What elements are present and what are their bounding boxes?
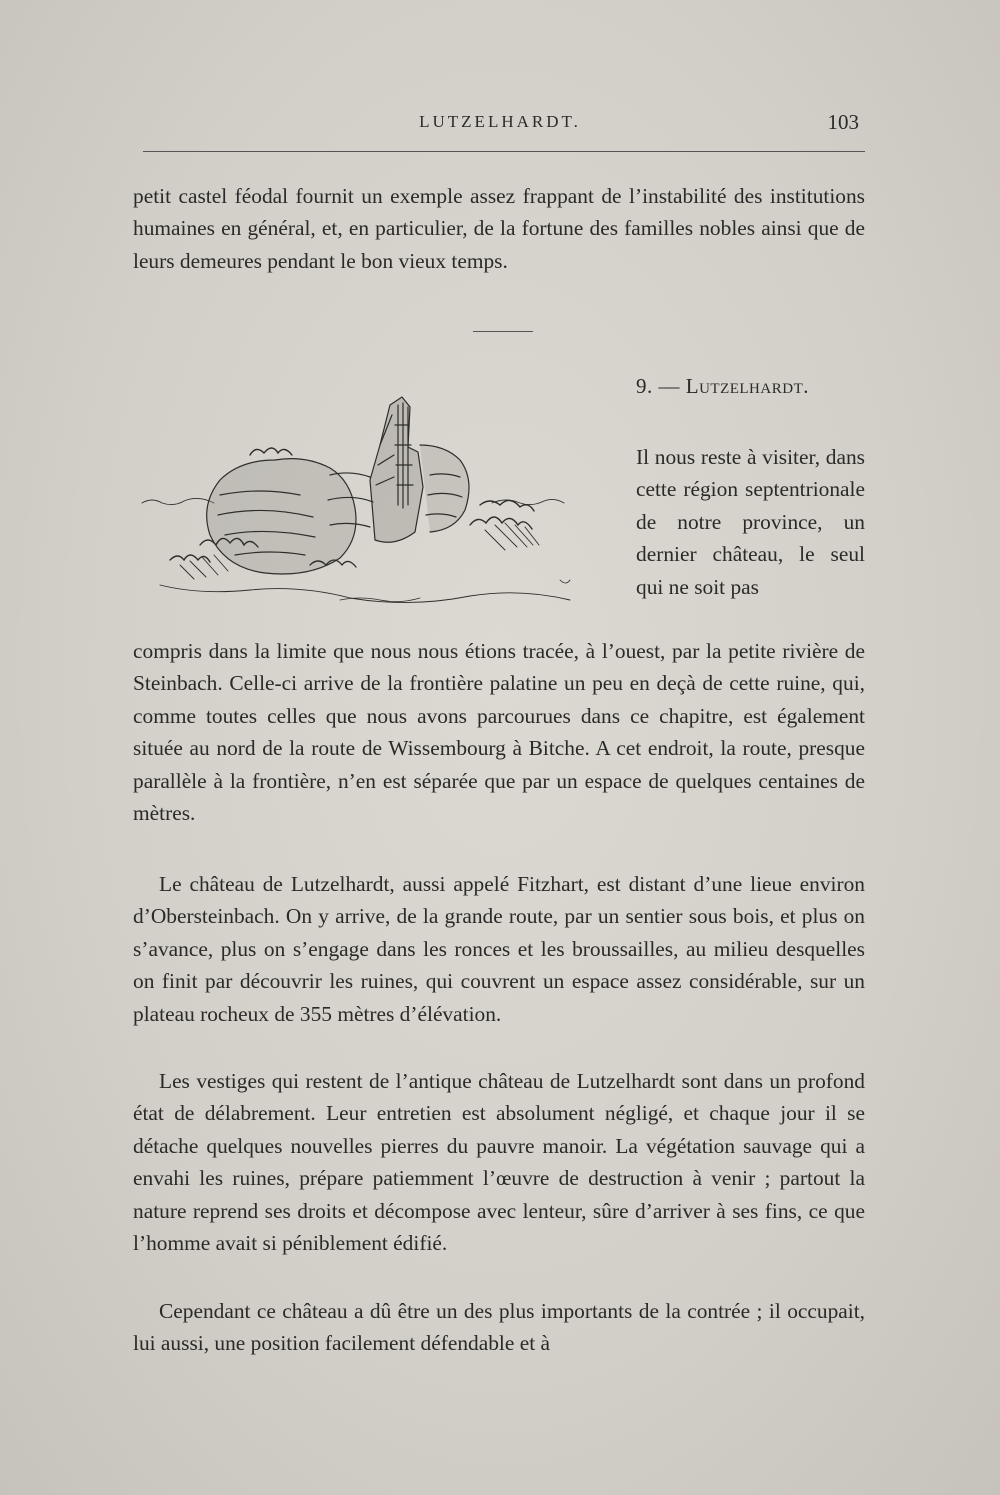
paragraph-continued: compris dans la limite que nous nous étions tracée, à l’ouest, par la petite rivière de Steinbach. Celle-ci arrive de la frontière palatine un peu en deçà de cette ruine, qui, comme toutes celles que nous avons parcourues dans ce chapitre, est également située au nord de la route de Wissembourg à Bitche. A cet endroit, la route, presque parallèle à la frontière, n’en est séparée que par un espace de quelques centaines de mètres. [133,639,865,826]
running-title: LUTZELHARDT. [419,112,581,131]
running-head [135,110,865,140]
paragraph-cependant: Cependant ce château a dû être un des plus importants de la contrée ; il occupait, lui aussi, une position facilement défendable et à [133,1299,865,1356]
section-heading [636,374,809,399]
section-number: 9. — [636,374,680,398]
paragraph-chateau: Le château de Lutzelhardt, aussi appelé Fitzhart, est distant d’une lieue environ d’Obersteinbach. On y arrive, de la grande route, par un sentier sous bois, et plus on s’avance, plus on s’engage dans les ronces et les broussailles, au milieu desquelles on finit par découvrir les ruines, qui couvrent un espace assez considérable, sur un plateau rocheux de 355 mètres d’élévation. [133,872,865,1026]
ruin-engraving-icon [140,385,620,635]
section-title: Lutzelhardt. [685,374,809,398]
paragraph-vestiges: Les vestiges qui restent de l’antique château de Lutzelhardt sont dans un profond état de délabrement. Leur entretien est absolument négligé, et chaque jour il se détache quelques nouvelles pierres du pauvre manoir. La végétation sauvage qui a envahi les ruines, prépare patiemment l’œuvre de destruction à venir ; partout la nature reprend ses droits et décompose avec lenteur, sûre d’arriver à ses fins, ce que l’homme avait si péniblement édifié. [133,1069,865,1256]
page-number: 103 [827,110,859,134]
section-divider [473,331,533,332]
paragraph-intro: petit castel féodal fournit un exemple assez frappant de l’instabilité des institutions humaines en général, et, en particulier, de la fortune des familles nobles ainsi que de leurs demeures pendant le bon vieux temps. [133,184,865,273]
header-rule [143,151,865,152]
paragraph-wrapped: Il nous reste à visiter, dans cette région septentrionale de notre province, un dernier château, le seul qui ne soit pas [636,445,865,599]
